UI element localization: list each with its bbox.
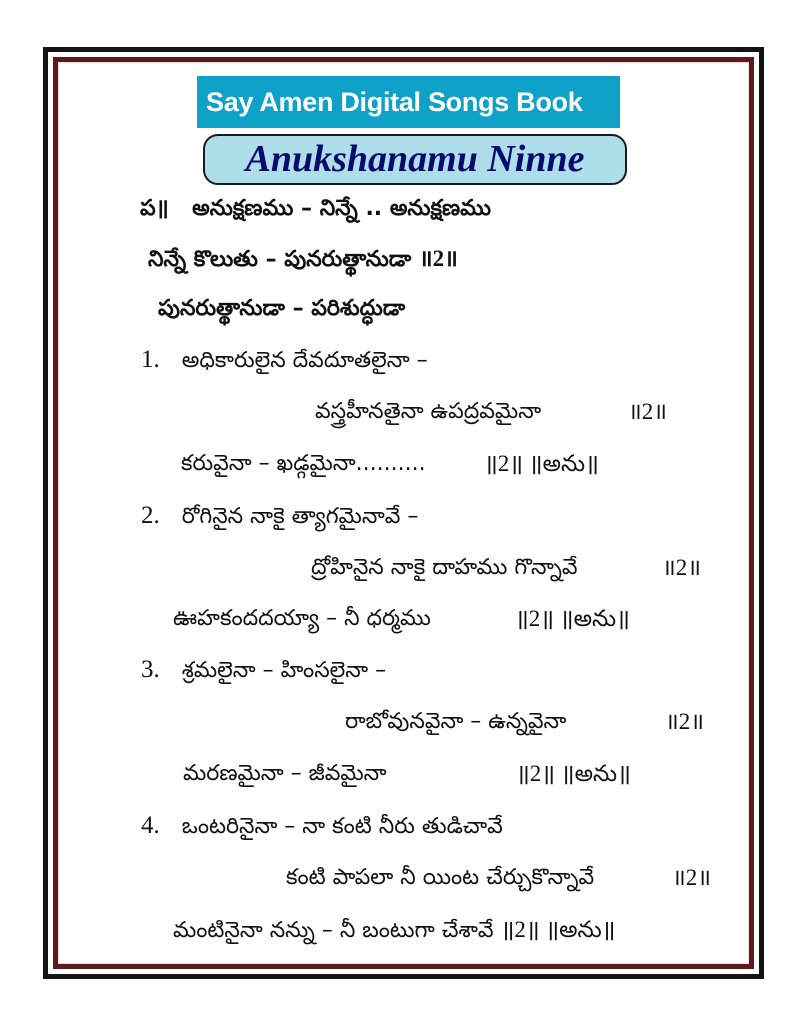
repeat-mark: ॥2॥ ॥అను॥ — [484, 451, 599, 476]
verse-1-line-1 — [141, 345, 428, 376]
verse-3-line-3-mark — [516, 759, 631, 790]
verse-number: 1. — [141, 346, 160, 373]
verse-line-text: కంటి పాపలా నీ యింట చేర్చుకొన్నావే — [286, 865, 595, 890]
pallavi-line-text: అనుక్షణము – నిన్నే .. అనుక్షణము — [192, 196, 492, 221]
verse-line-text: వస్త్రహీనతైనా ఉపద్రవమైనా — [315, 399, 542, 424]
pallavi-label: ప॥ — [140, 196, 169, 221]
verse-4-line-2 — [286, 863, 594, 893]
repeat-mark: ॥2॥ ॥అను॥ — [516, 761, 631, 786]
verse-2-line-2-mark — [662, 553, 701, 584]
verse-line-text: మరణమైనా – జీవమైనా — [183, 761, 387, 786]
verse-1-line-2-mark — [628, 397, 667, 428]
verse-line-text: ద్రోహినైన నాకై దాహము గొన్నావే — [311, 555, 578, 580]
verse-1-line-3 — [181, 449, 426, 479]
repeat-mark: ॥2॥ — [662, 555, 702, 580]
pallavi-line-text: నిన్నే కొలుతు – పునరుత్థానుడా — [148, 247, 412, 272]
verse-2-line-3 — [173, 604, 431, 634]
repeat-mark: ॥2॥ ॥అను॥ — [515, 606, 630, 631]
verse-1-line-2 — [315, 397, 541, 427]
verse-number: 2. — [141, 502, 160, 529]
verse-line-text: కరువైనా – ఖడ్గమైనా.......... — [181, 451, 426, 476]
verse-3-line-2 — [345, 707, 566, 737]
verse-line-text: శ్రమలైనా – హింసలైనా – — [181, 658, 387, 683]
repeat-mark: ॥2॥ — [665, 709, 705, 734]
verse-line-text: ఒంటరినైనా – నా కంటి నీరు తుడిచావే — [181, 814, 503, 839]
verse-line-text: ఊహకందదయ్యా – నీ ధర్మము — [173, 606, 431, 631]
verse-3-line-2-mark — [665, 707, 704, 738]
verse-number: 4. — [141, 812, 160, 839]
verse-4-line-2-mark — [672, 863, 711, 894]
pallavi-line-3 — [158, 294, 405, 324]
verse-2-line-3-mark — [515, 604, 630, 635]
verse-line-text: రాబోవునవైనా – ఉన్నవైనా — [345, 709, 567, 734]
repeat-mark: ॥2॥ ॥అను॥ — [500, 917, 616, 942]
songbook-banner — [197, 76, 620, 128]
verse-line-text: అధికారులైన దేవదూతలైనా – — [181, 348, 428, 373]
verse-2-line-2 — [311, 553, 578, 583]
pallavi-line-1 — [140, 194, 491, 224]
verse-2-line-1 — [141, 501, 418, 532]
verse-number: 3. — [141, 656, 160, 683]
song-title: Anukshanamu Ninne — [245, 138, 585, 180]
verse-4-line-1 — [141, 811, 503, 842]
banner-text: Say Amen Digital Songs Book — [206, 87, 583, 117]
repeat-mark: ॥2॥ — [672, 865, 712, 890]
verse-4-line-3 — [173, 915, 615, 946]
pallavi-line-text: పునరుత్థానుడా – పరిశుద్ధుడా — [158, 296, 406, 321]
verse-3-line-1 — [141, 655, 386, 686]
repeat-mark: ॥2॥ — [628, 399, 668, 424]
pallavi-line-2 — [148, 244, 458, 275]
verse-1-line-3-mark — [484, 449, 599, 480]
verse-line-text: మంటినైనా నన్ను – నీ బంటుగా చేశావే — [173, 918, 494, 943]
repeat-mark: ॥2॥ — [418, 246, 458, 271]
song-title-box — [203, 134, 627, 185]
verse-line-text: రోగినైన నాకై త్యాగమైనావే – — [181, 504, 419, 529]
verse-3-line-3 — [183, 759, 386, 789]
